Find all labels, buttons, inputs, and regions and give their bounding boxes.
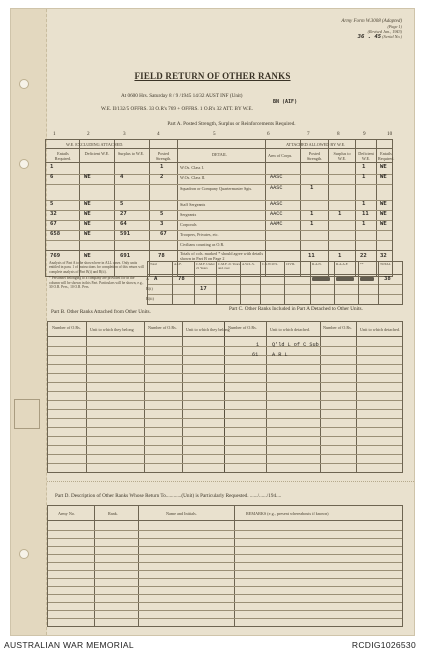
row-cell-c9: 1	[362, 174, 366, 180]
total-c9: 22	[360, 253, 367, 259]
part-d-title: Part D. Description of Other Ranks Whose Return To............(Unit) is Particularly Requested. ....../....../194....	[55, 493, 282, 499]
c-entry-num: 1	[256, 342, 260, 348]
detail-header: DETAIL	[212, 152, 227, 157]
unit-subtitle: BN (AIF)	[273, 99, 298, 105]
row-cell-c7: 1	[310, 185, 314, 191]
col-header: Arm of Corps.	[268, 153, 293, 158]
analysis-header: TOTAL	[380, 262, 391, 266]
col-header: Surplus to W.E.	[333, 151, 351, 161]
analysis-row-label: B(i)	[146, 286, 153, 291]
analysis-header: C.M.F. Under 21 Years	[196, 262, 215, 270]
row-cell-arm: AASC	[270, 174, 283, 180]
archive-caption	[0, 637, 422, 653]
row-cell-c2: WE	[84, 231, 91, 237]
form-sheet	[10, 8, 415, 636]
c-entry-unit: Q'ld L of C Sub	[272, 342, 319, 348]
row-cell-c4: 5	[160, 211, 164, 217]
row-cell-c4: 1	[160, 164, 164, 170]
analysis-header: Total	[150, 262, 157, 266]
establishment-line: W.E. II/132/5 OFFRS. 33 O.R's 769 + OFFRS. 1 O.R's 32 ATT. BY W.E.	[101, 106, 253, 112]
part-b-title: Part B. Other Ranks Attached from Other Units.	[51, 309, 151, 315]
punch-hole	[19, 549, 29, 559]
col-num: 10	[387, 131, 393, 137]
c-entry-num: 61	[252, 352, 259, 358]
col-num: 1	[53, 131, 56, 137]
perforation-line	[47, 481, 414, 482]
row-cell-c2: WE	[84, 201, 91, 207]
row-detail: Corporals	[180, 222, 197, 227]
col-num: 7	[307, 131, 310, 137]
redaction-mark	[336, 277, 354, 281]
analysis-row-label: A	[146, 276, 150, 281]
row-cell-c3: 27	[120, 211, 127, 217]
analysis-note: Analysis of Part A to be shown here in ALL cases. Only units entitled in para. 1 of instructions for completion of this return will complete analysis of Part B(i) and B(ii). * Personnel belonging to a company are provided for in the column will be shown in this Part. Particulars will be shown, e.g., 30 O.R. Pers., 10 O.R. Pers.	[49, 261, 144, 290]
analysis-row-label: B(ii)	[146, 296, 154, 301]
c-header: Unit to which detached.	[270, 327, 311, 332]
col-num: 4	[157, 131, 160, 137]
row-cell-c7: 1	[310, 211, 314, 217]
redaction-mark	[312, 277, 330, 281]
analysis-header: A.I.F.	[174, 262, 182, 266]
col-header: Surplus to W.E.	[117, 151, 145, 156]
col-num: 3	[123, 131, 126, 137]
row-cell-c3: 5	[120, 201, 124, 207]
row-cell-c2: WE	[84, 221, 91, 227]
row-detail: Civilians counting as O.R.	[180, 242, 225, 247]
part-a-table	[45, 139, 393, 277]
row-cell-c7: 1	[310, 221, 314, 227]
row-cell-c3: 64	[120, 221, 127, 227]
row-cell-c1: 6	[50, 174, 54, 180]
analysis-header: R.A.N.	[312, 262, 322, 266]
analysis-row-a-cell: 38	[384, 276, 391, 282]
row-cell-c4: 2	[160, 174, 164, 180]
part-a-heading: Part A. Posted Strength, Surplus or Reinforcements Required.	[167, 121, 296, 127]
row-cell-arm: AASC	[270, 185, 283, 191]
col-header: Posted Strength.	[306, 151, 323, 161]
row-cell-c4: 3	[160, 221, 164, 227]
col-header: Deficient W.E.	[84, 151, 110, 156]
part-bc-table	[47, 321, 403, 473]
c-entry-unit: A R L	[272, 352, 288, 358]
row-cell-arm: AASC	[270, 201, 283, 207]
analysis-header: CIVIL	[286, 262, 296, 266]
col-header: Entails Required.	[378, 151, 395, 161]
totals-note: Totals of cols. marked * should agree with details shown in Part B on Page 2	[180, 251, 264, 261]
total-c3: 691	[120, 253, 131, 259]
col-num: 8	[337, 131, 340, 137]
army-form-number: Army Form W.3008 (Adapted)	[341, 19, 402, 24]
revised-date: (Revised Jan., 1943)	[367, 29, 402, 34]
column-numbers	[45, 131, 393, 139]
group-header-left: W.E. EXCLUDING ATTACHED.	[66, 142, 124, 147]
part-c-title: Part C. Other Ranks Included in Part A Detached to Other Units.	[229, 306, 363, 312]
row-detail: W.Os. Class I.	[180, 165, 204, 170]
col-header: Deficient W.E.	[358, 151, 374, 161]
analysis-header: R.A.A.F.	[336, 262, 349, 266]
form-title: FIELD RETURN OF OTHER RANKS	[134, 71, 291, 81]
page-number: (Page 1)	[387, 24, 402, 29]
d-header: REMARKS (e.g., present whereabouts if known)	[246, 511, 329, 516]
row-cell-c9: 1	[362, 201, 366, 207]
row-detail: Troopers, Privates, etc.	[180, 232, 219, 237]
archive-name: AUSTRALIAN WAR MEMORIAL	[4, 640, 134, 650]
binding-margin	[11, 9, 47, 635]
analysis-header: A.W.L.S.	[242, 262, 255, 266]
col-num: 9	[363, 131, 366, 137]
d-header: Name and Initials.	[166, 511, 197, 516]
row-cell-c10: WE	[380, 174, 387, 180]
analysis-row-b-cell: 17	[200, 286, 207, 292]
total-c1: 769	[50, 253, 61, 259]
row-detail: Squadron or Company Quartermaster Sgts.	[180, 186, 253, 191]
row-cell-c1: 5	[50, 201, 54, 207]
part-d-table	[47, 505, 403, 627]
row-cell-c10: WE	[380, 201, 387, 207]
punch-hole	[19, 159, 29, 169]
total-c7: 11	[308, 253, 315, 259]
margin-stamp	[14, 399, 40, 429]
row-cell-c8: 1	[338, 211, 342, 217]
b-header: Number of O.Rs.	[148, 325, 177, 330]
col-num: 5	[213, 131, 216, 137]
row-cell-c2: WE	[84, 211, 91, 217]
d-header: Army No.	[58, 511, 75, 516]
row-cell-c9: 1	[362, 164, 366, 170]
total-c8: 1	[338, 253, 342, 259]
b-header: Unit to which they belong	[186, 327, 230, 332]
serial-number: 36 . 45 (Serial No.)	[357, 34, 402, 40]
row-cell-c3: 4	[120, 174, 124, 180]
row-cell-c10: WE	[380, 164, 387, 170]
total-c2: WE	[84, 253, 91, 259]
row-cell-arm: AACC	[270, 211, 283, 217]
analysis-row-a-cell: A	[154, 276, 158, 282]
col-header: Entails Required.	[54, 151, 72, 161]
row-cell-arm: AAMC	[270, 221, 283, 227]
row-cell-c9: 11	[362, 211, 369, 217]
row-detail: Staff Sergeants	[180, 202, 206, 207]
c-header: Number of O.Rs.	[323, 325, 352, 330]
date-unit-line: At 0600 Hrs. Saturday 8 / 9 /1945 14/32 AUST INF (Unit)	[121, 93, 243, 99]
d-header: Rank.	[108, 511, 118, 516]
c-header: Number of O.Rs.	[228, 325, 257, 330]
row-cell-c1: 67	[50, 221, 57, 227]
col-num: 6	[267, 131, 270, 137]
row-cell-c1: 1	[50, 164, 54, 170]
row-cell-c10: WE	[380, 211, 387, 217]
col-num: 2	[87, 131, 90, 137]
analysis-row-a-cell: 78	[178, 276, 185, 282]
row-detail: Sergeants	[180, 212, 197, 217]
row-cell-c10: WE	[380, 221, 387, 227]
row-detail: W.Os. Class II.	[180, 175, 206, 180]
total-c4: 78	[158, 253, 165, 259]
b-header: Unit to which they belong	[90, 327, 134, 332]
total-c10: 32	[380, 253, 387, 259]
row-cell-c4: 67	[160, 231, 167, 237]
archive-id: RCDIG1026530	[351, 640, 416, 650]
redaction-mark	[360, 277, 374, 281]
analysis-header: C.M.F. 21 Years and over	[218, 262, 240, 270]
b-header: Number of O.Rs.	[52, 325, 81, 330]
c-header: Unit to which detached.	[360, 327, 401, 332]
row-cell-c3: 591	[120, 231, 131, 237]
row-cell-c1: 32	[50, 211, 57, 217]
row-cell-c9: 1	[362, 221, 366, 227]
col-header: Posted Strength.	[155, 151, 172, 161]
row-cell-c2: WE	[84, 174, 91, 180]
group-header-right: ATTACHED ALLOWED BY W.E.	[286, 142, 346, 147]
analysis-table	[147, 261, 403, 305]
row-cell-c1: 658	[50, 231, 61, 237]
analysis-header: C.S.W.W.S.	[262, 262, 279, 266]
form-reference	[341, 19, 402, 40]
analysis-header: **	[360, 262, 364, 266]
